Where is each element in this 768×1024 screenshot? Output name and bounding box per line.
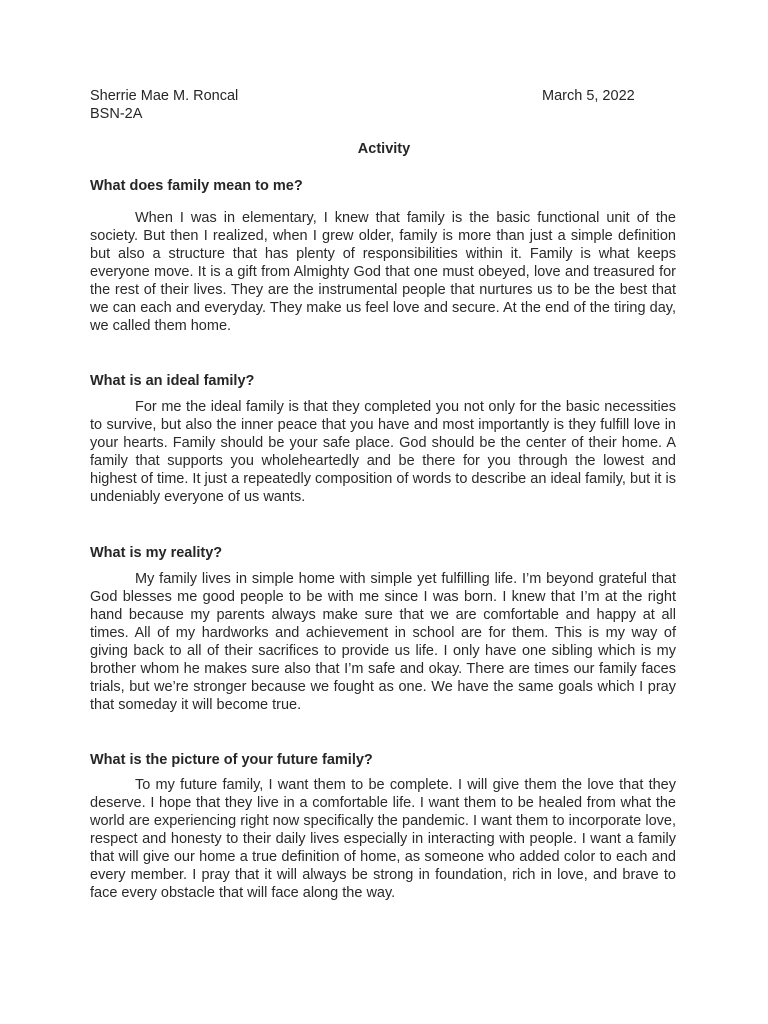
answer-paragraph: My family lives in simple home with simple yet fulfilling life. I’m beyond grateful that God blesses me good people to be with me since I was born. I knew that I’m at the right hand because my parents always make sure that we are comfortable and happy at all times. All of my hardworks and achievement in school are for them. This is my way of giving back to all of their sacrifices to provide us life. I only have one sibling which is my brother whom he makes sure also that I’m safe and okay. There are times our family faces trials, but we’re stronger because we fought as one. We have the same goals which I pray that someday it will become true. — [90, 571, 676, 713]
answer-paragraph: To my future family, I want them to be complete. I will give them the love that they deserve. I hope that they live in a comfortable life. I want them to be healed from what the world are experiencing right now specifically the pandemic. I want them to incorporate love, respect and honesty to their daily lives especially in interacting with people. I want a family that will give our home a true definition of home, as someone who added color to each and every member. I pray that it will always be strong in foundation, rich in love, and brave to face every obstacle that will face along the way. — [90, 777, 676, 901]
document-title: Activity — [357, 141, 411, 157]
document-date: March 5, 2022 — [542, 88, 635, 104]
answer-paragraph: For me the ideal family is that they completed you not only for the basic necessities to survive, but also the inner peace that you have and most importantly is they fulfill love in your hearts. Family should be your safe place. God should be the center of their home. A family that supports you wholeheartedly and be there for you through the lowest and highest of time. It just a repeatedly composition of words to describe an ideal family, but it is undeniably everyone of us wants. — [90, 399, 676, 505]
answer-paragraph: When I was in elementary, I knew that family is the basic functional unit of the society. But then I realized, when I grew older, family is more than just a simple definition but also a structure that has plenty of responsibilities within it. Family is what keeps everyone move. It is a gift from Almighty God that one must obeyed, love and treasured for the rest of their lives. They are the instrumental people that nurtures us to be the best that we can each and everyday. They make us feel love and secure. At the end of the tiring day, we called them home. — [90, 210, 676, 334]
question-heading: What is the picture of your future family? — [90, 752, 373, 768]
author-section: BSN-2A — [90, 106, 143, 122]
question-heading: What is my reality? — [90, 545, 223, 561]
author-name: Sherrie Mae M. Roncal — [90, 88, 239, 104]
question-heading: What is an ideal family? — [90, 373, 255, 389]
question-heading: What does family mean to me? — [90, 178, 303, 194]
